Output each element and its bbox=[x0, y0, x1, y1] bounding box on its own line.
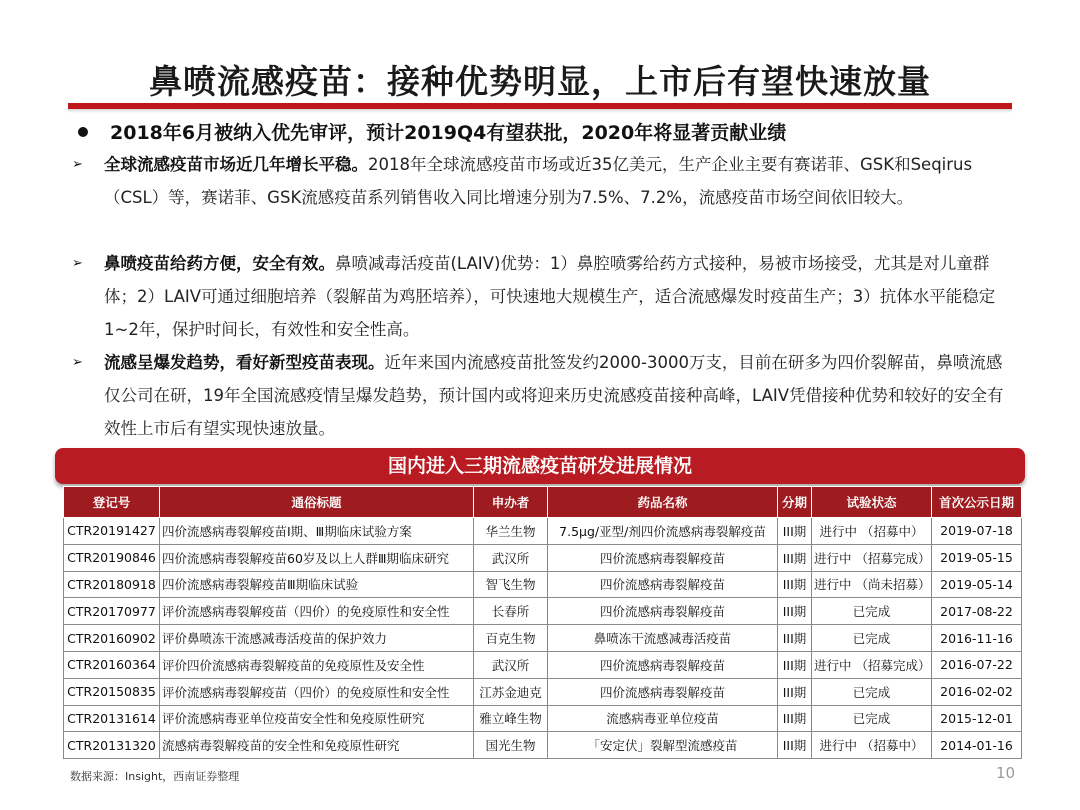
bullet-point-3 bbox=[70, 346, 1010, 445]
bullet-text bbox=[104, 346, 1010, 445]
date-cell: 2014-01-16 bbox=[932, 732, 1022, 759]
table-row bbox=[64, 678, 1022, 705]
bullet-body: 近年来国内流感疫苗批签发约2000-3000万支，目前在研多为四价裂解苗，鼻喷流感仅公司在研，19年全国流感疫情呈爆发趋势，预计国内或将迎来历史流感疫苗接种高峰，LAIV凭借接种优势和较好的安全有效性上市后有望实现快速放量。 bbox=[104, 353, 1004, 438]
table-row bbox=[64, 571, 1022, 598]
date-cell: 2016-02-02 bbox=[932, 678, 1022, 705]
data-source-note: 数据来源：Insight，西南证券整理 bbox=[70, 770, 240, 783]
bullet-body: 鼻喷减毒活疫苗(LAIV)优势：1）鼻腔喷雾给药方式接种，易被市场接受，尤其是对儿童群体；2）LAIV可通过细胞培养（裂解苗为鸡胚培养），可快速地大规模生产，适合流感爆发时疫苗生产；3）抗体水平能稳定1~2年，保护时间长，有效性和安全性高。 bbox=[104, 254, 996, 339]
title-divider-shadow bbox=[68, 109, 1012, 113]
table-header-row bbox=[64, 487, 1022, 518]
sponsor-cell: 智飞生物 bbox=[474, 571, 548, 598]
title-cell: 评价流感病毒裂解疫苗（四价）的免疫原性和安全性 bbox=[160, 678, 474, 705]
title-cell: 四价流感病毒裂解疫苗Ⅰ期、Ⅲ期临床试验方案 bbox=[160, 518, 474, 545]
sponsor-cell: 国光生物 bbox=[474, 732, 548, 759]
status-cell: 已完成 bbox=[812, 598, 932, 625]
phase-cell: III期 bbox=[778, 544, 812, 571]
date-cell: 2019-07-18 bbox=[932, 518, 1022, 545]
table-body bbox=[64, 518, 1022, 759]
status-cell: 进行中 （尚未招募） bbox=[812, 571, 932, 598]
title-cell: 评价流感病毒亚单位疫苗安全性和免疫原性研究 bbox=[160, 705, 474, 732]
date-cell: 2016-07-22 bbox=[932, 651, 1022, 678]
status-cell: 已完成 bbox=[812, 705, 932, 732]
table-row bbox=[64, 625, 1022, 652]
bullet-point-2 bbox=[70, 247, 1010, 346]
headline bbox=[70, 118, 1030, 145]
title-cell: 四价流感病毒裂解疫苗60岁及以上人群Ⅲ期临床研究 bbox=[160, 544, 474, 571]
title-cell: 评价流感病毒裂解疫苗（四价）的免疫原性和安全性 bbox=[160, 598, 474, 625]
col-header-status: 试验状态 bbox=[812, 487, 932, 518]
registration-no-cell: CTR20170977 bbox=[64, 598, 160, 625]
arrow-bullet-icon: ➢ bbox=[72, 256, 83, 271]
slide-title: 鼻喷流感疫苗：接种优势明显，上市后有望快速放量 bbox=[149, 62, 931, 101]
phase-cell: III期 bbox=[778, 678, 812, 705]
drug-name-cell: 四价流感病毒裂解疫苗 bbox=[548, 678, 778, 705]
drug-name-cell: 四价流感病毒裂解疫苗 bbox=[548, 544, 778, 571]
title-cell: 四价流感病毒裂解疫苗Ⅲ期临床试验 bbox=[160, 571, 474, 598]
bullet-bold-lead: 全球流感疫苗市场近几年增长平稳。 bbox=[104, 155, 368, 174]
sponsor-cell: 武汉所 bbox=[474, 544, 548, 571]
vaccine-trials-table bbox=[63, 486, 1022, 759]
registration-no-cell: CTR20191427 bbox=[64, 518, 160, 545]
drug-name-cell: 四价流感病毒裂解疫苗 bbox=[548, 651, 778, 678]
col-header-sponsor: 申办者 bbox=[474, 487, 548, 518]
registration-no-cell: CTR20131320 bbox=[64, 732, 160, 759]
phase-cell: III期 bbox=[778, 705, 812, 732]
phase-cell: III期 bbox=[778, 598, 812, 625]
date-cell: 2017-08-22 bbox=[932, 598, 1022, 625]
table-row bbox=[64, 518, 1022, 545]
table-row bbox=[64, 544, 1022, 571]
status-cell: 进行中 （招募中） bbox=[812, 518, 932, 545]
bullet-point-1 bbox=[70, 148, 1010, 214]
status-cell: 进行中 （招募完成） bbox=[812, 651, 932, 678]
sponsor-cell: 雅立峰生物 bbox=[474, 705, 548, 732]
headline-text: 2018年6月被纳入优先审评，预计2019Q4有望获批，2020年将显著贡献业绩 bbox=[110, 122, 787, 144]
registration-no-cell: CTR20180918 bbox=[64, 571, 160, 598]
sponsor-cell: 百克生物 bbox=[474, 625, 548, 652]
phase-cell: III期 bbox=[778, 732, 812, 759]
sponsor-cell: 长春所 bbox=[474, 598, 548, 625]
phase-cell: III期 bbox=[778, 651, 812, 678]
registration-no-cell: CTR20160364 bbox=[64, 651, 160, 678]
table-row bbox=[64, 598, 1022, 625]
status-cell: 进行中 （招募完成） bbox=[812, 544, 932, 571]
drug-name-cell: 7.5μg/亚型/剂四价流感病毒裂解疫苗 bbox=[548, 518, 778, 545]
date-cell: 2016-11-16 bbox=[932, 625, 1022, 652]
registration-no-cell: CTR20190846 bbox=[64, 544, 160, 571]
drug-name-cell: 鼻喷冻干流感减毒活疫苗 bbox=[548, 625, 778, 652]
title-cell: 评价鼻喷冻干流感减毒活疫苗的保护效力 bbox=[160, 625, 474, 652]
date-cell: 2015-12-01 bbox=[932, 705, 1022, 732]
registration-no-cell: CTR20160902 bbox=[64, 625, 160, 652]
arrow-bullet-icon: ➢ bbox=[72, 355, 83, 370]
bullet-dot-icon bbox=[78, 127, 88, 137]
date-cell: 2019-05-14 bbox=[932, 571, 1022, 598]
registration-no-cell: CTR20150835 bbox=[64, 678, 160, 705]
arrow-bullet-icon: ➢ bbox=[72, 157, 83, 172]
phase-cell: III期 bbox=[778, 625, 812, 652]
table-row bbox=[64, 732, 1022, 759]
bullet-text bbox=[104, 247, 1010, 346]
table-title-banner: 国内进入三期流感疫苗研发进展情况 bbox=[55, 448, 1025, 484]
bullet-text bbox=[104, 148, 1010, 214]
drug-name-cell: 「安定伏」裂解型流感疫苗 bbox=[548, 732, 778, 759]
status-cell: 已完成 bbox=[812, 625, 932, 652]
sponsor-cell: 武汉所 bbox=[474, 651, 548, 678]
page-number: 10 bbox=[996, 764, 1016, 782]
phase-cell: III期 bbox=[778, 571, 812, 598]
title-cell: 评价四价流感病毒裂解疫苗的免疫原性及安全性 bbox=[160, 651, 474, 678]
status-cell: 已完成 bbox=[812, 678, 932, 705]
status-cell: 进行中 （招募中） bbox=[812, 732, 932, 759]
sponsor-cell: 江苏金迪克 bbox=[474, 678, 548, 705]
bullet-bold-lead: 鼻喷疫苗给药方便，安全有效。 bbox=[104, 254, 335, 273]
drug-name-cell: 流感病毒亚单位疫苗 bbox=[548, 705, 778, 732]
bullet-body: 2018年全球流感疫苗市场或近35亿美元，生产企业主要有赛诺菲、GSK和Seqirus（CSL）等，赛诺菲、GSK流感疫苗系列销售收入同比增速分别为7.5%、7.2%，流感疫苗市场空间依旧较大。 bbox=[104, 155, 973, 207]
col-header-registration-no: 登记号 bbox=[64, 487, 160, 518]
bullet-bold-lead: 流感呈爆发趋势，看好新型疫苗表现。 bbox=[104, 353, 385, 372]
col-header-drug-name: 药品名称 bbox=[548, 487, 778, 518]
col-header-phase: 分期 bbox=[778, 487, 812, 518]
phase-cell: III期 bbox=[778, 518, 812, 545]
table-row bbox=[64, 651, 1022, 678]
drug-name-cell: 四价流感病毒裂解疫苗 bbox=[548, 598, 778, 625]
date-cell: 2019-05-15 bbox=[932, 544, 1022, 571]
table-row bbox=[64, 705, 1022, 732]
drug-name-cell: 四价流感病毒裂解疫苗 bbox=[548, 571, 778, 598]
registration-no-cell: CTR20131614 bbox=[64, 705, 160, 732]
sponsor-cell: 华兰生物 bbox=[474, 518, 548, 545]
title-cell: 流感病毒裂解疫苗的安全性和免疫原性研究 bbox=[160, 732, 474, 759]
col-header-title: 通俗标题 bbox=[160, 487, 474, 518]
col-header-first-publish-date: 首次公示日期 bbox=[932, 487, 1022, 518]
